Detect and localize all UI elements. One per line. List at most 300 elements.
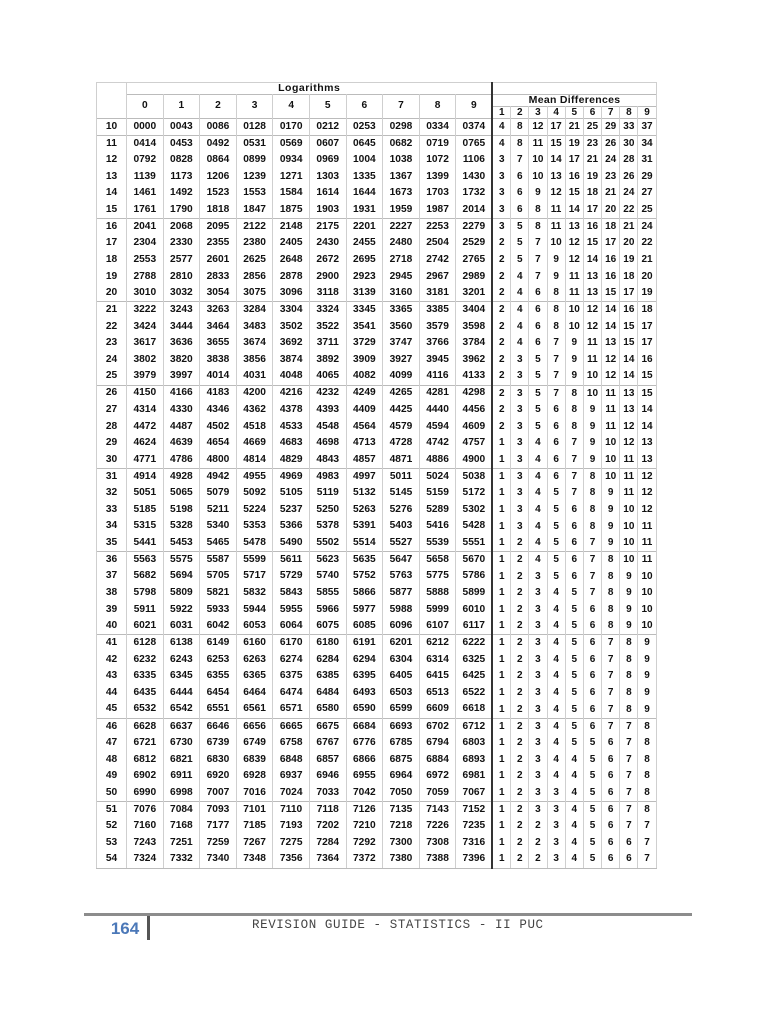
log-value: 6609 xyxy=(419,701,456,718)
log-value: 5490 xyxy=(273,535,310,552)
log-value: 2856 xyxy=(236,268,273,285)
row-number: 29 xyxy=(97,435,127,452)
mean-difference: 2 xyxy=(511,668,529,685)
column-header: 5 xyxy=(309,95,346,119)
row-number: 26 xyxy=(97,385,127,402)
footer-rule xyxy=(84,913,692,916)
log-value: 3139 xyxy=(346,285,383,302)
mean-difference: 2 xyxy=(492,352,510,369)
table-row xyxy=(97,801,657,818)
mean-difference: 13 xyxy=(583,268,601,285)
mean-difference: 4 xyxy=(511,318,529,335)
mean-difference: 5 xyxy=(547,535,565,552)
mean-difference: 9 xyxy=(565,368,583,385)
mean-difference: 4 xyxy=(565,768,583,785)
mean-difference: 3 xyxy=(492,202,510,219)
mean-difference: 14 xyxy=(602,302,620,319)
log-value: 6096 xyxy=(383,618,420,635)
mean-difference: 6 xyxy=(565,535,583,552)
log-value: 0253 xyxy=(346,119,383,136)
mean-difference: 5 xyxy=(529,368,547,385)
log-value: 5575 xyxy=(163,552,200,569)
mean-difference: 5 xyxy=(529,418,547,435)
log-value: 2095 xyxy=(200,218,237,235)
mean-difference: 24 xyxy=(620,185,638,202)
table-row xyxy=(97,302,657,319)
log-value: 2279 xyxy=(456,218,493,235)
mean-difference: 8 xyxy=(511,119,529,136)
log-value: 2430 xyxy=(309,235,346,252)
log-value: 7042 xyxy=(346,785,383,802)
log-value: 7226 xyxy=(419,818,456,835)
log-value: 7084 xyxy=(163,801,200,818)
mean-difference: 23 xyxy=(583,135,601,152)
mean-difference: 7 xyxy=(565,452,583,469)
table-row xyxy=(97,268,657,285)
mean-difference-header: 4 xyxy=(547,107,565,119)
log-value: 3404 xyxy=(456,302,493,319)
log-value: 4065 xyxy=(309,368,346,385)
log-value: 6911 xyxy=(163,768,200,785)
log-value: 6866 xyxy=(346,751,383,768)
column-header: 8 xyxy=(419,95,456,119)
log-value: 5465 xyxy=(200,535,237,552)
row-number: 36 xyxy=(97,552,127,569)
table-row xyxy=(97,652,657,669)
row-number: 48 xyxy=(97,751,127,768)
log-value: 2900 xyxy=(309,268,346,285)
mean-difference: 12 xyxy=(638,468,656,485)
table-row xyxy=(97,518,657,535)
log-value: 3784 xyxy=(456,335,493,352)
mean-difference: 1 xyxy=(492,602,510,619)
mean-difference: 3 xyxy=(547,835,565,852)
mean-difference: 20 xyxy=(638,268,656,285)
log-value: 5428 xyxy=(456,518,493,535)
log-value: 5353 xyxy=(236,518,273,535)
log-value: 4713 xyxy=(346,435,383,452)
log-value: 4698 xyxy=(309,435,346,452)
log-value: 6920 xyxy=(200,768,237,785)
log-value: 4216 xyxy=(273,385,310,402)
mean-difference: 8 xyxy=(565,418,583,435)
log-value: 5145 xyxy=(383,485,420,502)
log-value: 6848 xyxy=(273,751,310,768)
log-value: 2480 xyxy=(383,235,420,252)
log-value: 5198 xyxy=(163,502,200,519)
mean-difference: 3 xyxy=(511,418,529,435)
mean-difference: 4 xyxy=(529,502,547,519)
table-row xyxy=(97,851,657,868)
log-value: 1271 xyxy=(273,168,310,185)
log-value: 6405 xyxy=(383,668,420,685)
mean-difference: 3 xyxy=(529,801,547,818)
log-value: 6170 xyxy=(273,635,310,652)
mean-difference: 7 xyxy=(583,568,601,585)
mean-difference: 29 xyxy=(602,119,620,136)
log-value: 7372 xyxy=(346,851,383,868)
log-value: 3655 xyxy=(200,335,237,352)
mean-difference: 21 xyxy=(602,185,620,202)
mean-difference: 31 xyxy=(638,152,656,169)
mean-difference: 26 xyxy=(602,135,620,152)
log-value: 6990 xyxy=(127,785,164,802)
log-value: 2810 xyxy=(163,268,200,285)
log-value: 6580 xyxy=(309,701,346,718)
mean-difference: 33 xyxy=(620,119,638,136)
log-value: 5551 xyxy=(456,535,493,552)
logarithm-table xyxy=(96,82,657,869)
mean-difference: 2 xyxy=(511,635,529,652)
log-value: 5729 xyxy=(273,568,310,585)
mean-difference: 13 xyxy=(583,285,601,302)
mean-difference: 3 xyxy=(547,851,565,868)
mean-difference: 7 xyxy=(638,835,656,852)
mean-difference: 3 xyxy=(511,368,529,385)
mean-difference: 9 xyxy=(547,252,565,269)
mean-difference: 2 xyxy=(511,535,529,552)
mean-difference: 11 xyxy=(547,202,565,219)
mean-difference: 6 xyxy=(583,668,601,685)
log-value: 5623 xyxy=(309,552,346,569)
log-value: 7316 xyxy=(456,835,493,852)
mean-difference: 8 xyxy=(529,202,547,219)
mean-difference: 18 xyxy=(638,302,656,319)
log-value: 5211 xyxy=(200,502,237,519)
mean-difference: 7 xyxy=(602,718,620,735)
table-row xyxy=(97,535,657,552)
mean-difference: 17 xyxy=(565,152,583,169)
log-value: 6730 xyxy=(163,735,200,752)
mean-difference: 6 xyxy=(602,818,620,835)
log-value: 3075 xyxy=(236,285,273,302)
mean-difference: 10 xyxy=(565,302,583,319)
log-value: 3766 xyxy=(419,335,456,352)
mean-difference: 3 xyxy=(511,385,529,402)
log-value: 6031 xyxy=(163,618,200,635)
log-value: 4099 xyxy=(383,368,420,385)
mean-difference: 11 xyxy=(583,335,601,352)
log-value: 7193 xyxy=(273,818,310,835)
log-value: 4487 xyxy=(163,418,200,435)
log-value: 1206 xyxy=(200,168,237,185)
log-value: 1931 xyxy=(346,202,383,219)
footer-title: REVISION GUIDE - STATISTICS - II PUC xyxy=(252,918,544,932)
mean-difference: 3 xyxy=(529,701,547,718)
mean-difference: 21 xyxy=(583,152,601,169)
row-number: 46 xyxy=(97,718,127,735)
mean-difference: 4 xyxy=(529,468,547,485)
row-number: 25 xyxy=(97,368,127,385)
mean-difference: 5 xyxy=(565,701,583,718)
mean-difference-header: 7 xyxy=(602,107,620,119)
table-row xyxy=(97,685,657,702)
log-value: 5514 xyxy=(346,535,383,552)
mean-difference: 3 xyxy=(511,402,529,419)
column-header-row xyxy=(97,95,657,107)
table-row xyxy=(97,368,657,385)
log-value: 3945 xyxy=(419,352,456,369)
log-value: 3243 xyxy=(163,302,200,319)
log-value: 6021 xyxy=(127,618,164,635)
row-number: 41 xyxy=(97,635,127,652)
log-value: 7059 xyxy=(419,785,456,802)
log-value: 5276 xyxy=(383,502,420,519)
log-value: 4742 xyxy=(419,435,456,452)
mean-difference: 9 xyxy=(602,535,620,552)
mean-difference: 1 xyxy=(492,535,510,552)
log-value: 3464 xyxy=(200,318,237,335)
log-value: 6812 xyxy=(127,751,164,768)
log-value: 4843 xyxy=(309,452,346,469)
mean-difference: 10 xyxy=(602,435,620,452)
log-value: 3579 xyxy=(419,318,456,335)
log-value: 6599 xyxy=(383,701,420,718)
mean-difference: 15 xyxy=(547,135,565,152)
log-value: 4955 xyxy=(236,468,273,485)
mean-difference: 5 xyxy=(565,668,583,685)
mean-difference: 5 xyxy=(583,785,601,802)
mean-difference: 6 xyxy=(547,418,565,435)
mean-difference: 2 xyxy=(511,751,529,768)
mean-difference: 1 xyxy=(492,518,510,535)
row-number: 39 xyxy=(97,602,127,619)
log-value: 6767 xyxy=(309,735,346,752)
log-value: 5366 xyxy=(273,518,310,535)
log-value: 5051 xyxy=(127,485,164,502)
mean-difference: 8 xyxy=(583,468,601,485)
log-value: 5237 xyxy=(273,502,310,519)
log-value: 6474 xyxy=(273,685,310,702)
mean-difference: 4 xyxy=(529,435,547,452)
log-value: 7126 xyxy=(346,801,383,818)
log-value: 2041 xyxy=(127,218,164,235)
mean-difference: 3 xyxy=(529,668,547,685)
mean-difference: 1 xyxy=(492,435,510,452)
log-value: 3674 xyxy=(236,335,273,352)
log-value: 4914 xyxy=(127,468,164,485)
mean-difference: 9 xyxy=(602,518,620,535)
log-value: 0864 xyxy=(200,152,237,169)
log-value: 2648 xyxy=(273,252,310,269)
column-header: 1 xyxy=(163,95,200,119)
log-value: 4150 xyxy=(127,385,164,402)
row-number: 16 xyxy=(97,218,127,235)
log-value: 5185 xyxy=(127,502,164,519)
log-value: 0899 xyxy=(236,152,273,169)
table-row xyxy=(97,285,657,302)
mean-difference: 6 xyxy=(529,285,547,302)
mean-difference: 24 xyxy=(602,152,620,169)
table-row xyxy=(97,585,657,602)
log-value: 3838 xyxy=(200,352,237,369)
mean-difference: 6 xyxy=(511,168,529,185)
log-value: 6493 xyxy=(346,685,383,702)
row-number: 21 xyxy=(97,302,127,319)
column-header: 2 xyxy=(200,95,237,119)
mean-difference: 4 xyxy=(547,685,565,702)
log-value: 1790 xyxy=(163,202,200,219)
mean-difference: 6 xyxy=(602,785,620,802)
log-value: 4281 xyxy=(419,385,456,402)
table-row xyxy=(97,402,657,419)
log-value: 6484 xyxy=(309,685,346,702)
mean-difference: 13 xyxy=(565,218,583,235)
mean-difference: 19 xyxy=(620,252,638,269)
log-value: 6693 xyxy=(383,718,420,735)
mean-difference: 5 xyxy=(547,518,565,535)
mean-difference: 15 xyxy=(583,235,601,252)
mean-difference: 4 xyxy=(565,835,583,852)
mean-difference: 5 xyxy=(565,602,583,619)
mean-difference: 15 xyxy=(602,285,620,302)
log-value: 3802 xyxy=(127,352,164,369)
log-value: 5775 xyxy=(419,568,456,585)
log-value: 0645 xyxy=(346,135,383,152)
log-value: 1553 xyxy=(236,185,273,202)
log-value: 4533 xyxy=(273,418,310,435)
log-value: 6355 xyxy=(200,668,237,685)
mean-difference: 7 xyxy=(638,818,656,835)
log-value: 5899 xyxy=(456,585,493,602)
log-value: 5705 xyxy=(200,568,237,585)
log-value: 6375 xyxy=(273,668,310,685)
log-value: 6522 xyxy=(456,685,493,702)
mean-difference: 2 xyxy=(492,302,510,319)
mean-difference: 3 xyxy=(492,152,510,169)
log-value: 1644 xyxy=(346,185,383,202)
log-value: 5453 xyxy=(163,535,200,552)
log-value: 3304 xyxy=(273,302,310,319)
table-row xyxy=(97,168,657,185)
mean-difference: 15 xyxy=(638,368,656,385)
mean-difference: 4 xyxy=(565,801,583,818)
mean-difference: 6 xyxy=(583,618,601,635)
log-value: 2201 xyxy=(346,218,383,235)
log-value: 2967 xyxy=(419,268,456,285)
mean-difference: 3 xyxy=(529,735,547,752)
table-row xyxy=(97,602,657,619)
log-value: 3054 xyxy=(200,285,237,302)
log-value: 6972 xyxy=(419,768,456,785)
log-value: 5694 xyxy=(163,568,200,585)
mean-difference: 5 xyxy=(583,735,601,752)
mean-difference: 8 xyxy=(565,385,583,402)
mean-difference: 5 xyxy=(547,568,565,585)
mean-difference: 2 xyxy=(529,851,547,868)
mean-difference: 2 xyxy=(492,268,510,285)
log-value: 3617 xyxy=(127,335,164,352)
log-value: 5119 xyxy=(309,485,346,502)
mean-difference: 11 xyxy=(565,268,583,285)
log-value: 6803 xyxy=(456,735,493,752)
log-value: 3711 xyxy=(309,335,346,352)
mean-difference: 1 xyxy=(492,701,510,718)
log-value: 2718 xyxy=(383,252,420,269)
log-value: 5999 xyxy=(419,602,456,619)
mean-difference: 9 xyxy=(583,418,601,435)
mean-difference: 1 xyxy=(492,785,510,802)
log-value: 4048 xyxy=(273,368,310,385)
mean-difference: 5 xyxy=(565,685,583,702)
log-value: 6345 xyxy=(163,668,200,685)
mean-difference: 14 xyxy=(602,318,620,335)
log-value: 5302 xyxy=(456,502,493,519)
log-value: 7050 xyxy=(383,785,420,802)
log-value: 3502 xyxy=(273,318,310,335)
log-value: 7033 xyxy=(309,785,346,802)
mean-difference: 10 xyxy=(638,568,656,585)
log-value: 4346 xyxy=(200,402,237,419)
log-value: 7093 xyxy=(200,801,237,818)
mean-difference: 2 xyxy=(511,735,529,752)
mean-difference: 14 xyxy=(620,352,638,369)
mean-difference: 3 xyxy=(529,568,547,585)
log-value: 4786 xyxy=(163,452,200,469)
log-value: 3856 xyxy=(236,352,273,369)
log-value: 6637 xyxy=(163,718,200,735)
mean-difference: 10 xyxy=(529,168,547,185)
log-value: 2765 xyxy=(456,252,493,269)
mean-difference: 3 xyxy=(529,685,547,702)
mean-difference: 4 xyxy=(492,119,510,136)
mean-difference: 16 xyxy=(602,252,620,269)
log-value: 5378 xyxy=(309,518,346,535)
mean-difference: 10 xyxy=(620,535,638,552)
mean-difference: 5 xyxy=(583,818,601,835)
log-value: 7143 xyxy=(419,801,456,818)
mean-difference: 8 xyxy=(638,751,656,768)
mean-difference: 8 xyxy=(638,768,656,785)
log-value: 3892 xyxy=(309,352,346,369)
mean-difference: 9 xyxy=(620,568,638,585)
mean-difference: 10 xyxy=(529,152,547,169)
log-value: 4983 xyxy=(309,468,346,485)
mean-difference: 3 xyxy=(529,652,547,669)
mean-difference: 2 xyxy=(492,318,510,335)
log-value: 4298 xyxy=(456,385,493,402)
log-value: 6274 xyxy=(273,652,310,669)
log-value: 5877 xyxy=(383,585,420,602)
mean-difference: 8 xyxy=(583,485,601,502)
log-value: 5105 xyxy=(273,485,310,502)
mean-difference: 17 xyxy=(638,318,656,335)
row-number: 43 xyxy=(97,668,127,685)
log-value: 5635 xyxy=(346,552,383,569)
mean-difference: 3 xyxy=(511,502,529,519)
mean-difference: 19 xyxy=(583,168,601,185)
log-value: 6425 xyxy=(456,668,493,685)
table-row xyxy=(97,751,657,768)
log-value: 1818 xyxy=(200,202,237,219)
log-value: 2175 xyxy=(309,218,346,235)
log-value: 4928 xyxy=(163,468,200,485)
log-value: 6739 xyxy=(200,735,237,752)
log-value: 7210 xyxy=(346,818,383,835)
log-value: 6314 xyxy=(419,652,456,669)
mean-difference: 3 xyxy=(492,218,510,235)
log-value: 6981 xyxy=(456,768,493,785)
log-value: 6794 xyxy=(419,735,456,752)
log-value: 7243 xyxy=(127,835,164,852)
log-value: 5263 xyxy=(346,502,383,519)
log-value: 3560 xyxy=(383,318,420,335)
mean-difference: 1 xyxy=(492,635,510,652)
mean-difference: 2 xyxy=(511,652,529,669)
log-value: 5340 xyxy=(200,518,237,535)
mean-difference: 11 xyxy=(638,518,656,535)
row-number: 17 xyxy=(97,235,127,252)
